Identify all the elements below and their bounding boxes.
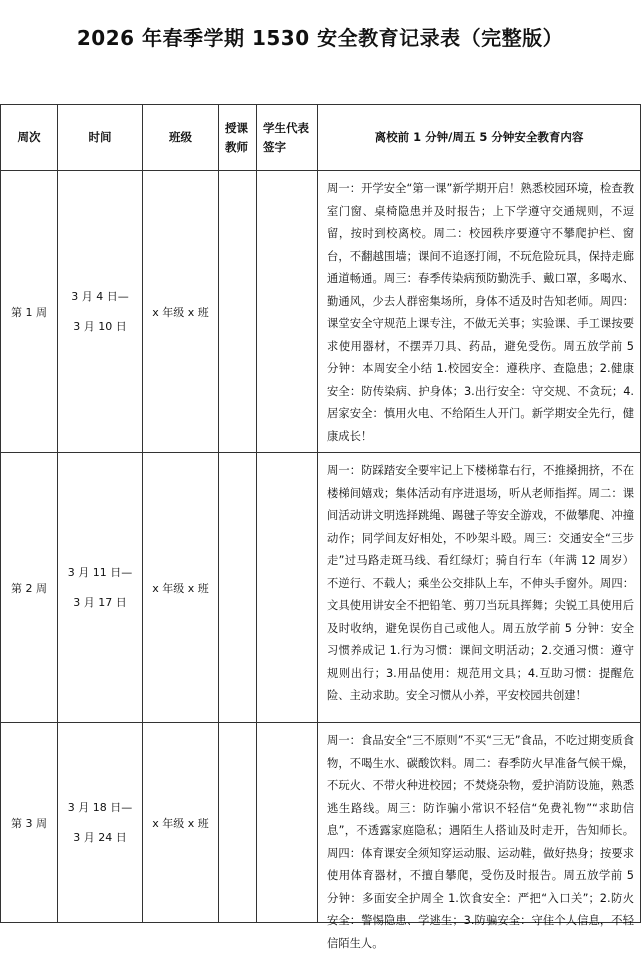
table-row (1, 171, 641, 453)
row-date (58, 723, 143, 923)
table-row (1, 723, 641, 923)
row-date-end: 3 月 10 日 (73, 319, 127, 333)
row-teacher (219, 453, 257, 723)
row-class: x 年级 x 班 (143, 453, 219, 723)
row-teacher (219, 171, 257, 453)
row-week: 第 2 周 (1, 453, 58, 723)
row-date-start: 3 月 4 日— (71, 289, 129, 303)
row-content: 周一：开学安全“第一课”新学期开启！熟悉校园环境，检查教室门窗、桌椅隐患并及时报告；上下学遵守交通规则，不逗留，按时到校离校。周二：校园秩序要遵守不攀爬护栏、窗台，不翻越围墙；课间不追逐打闹，不玩危险玩具，保持走廊通道畅通。周三：春季传染病预防勤洗手、戴口罩，多喝水、勤通风，少去人群密集场所，身体不适及时告知老师。周四：课堂安全守规范上课专注，不做无关事；实验课、手工课按要求使用器材，不摆弄刀具、药品，避免受伤。周五放学前 5 分钟：本周安全小结 1.校园安全：遵秩序、查隐患；2.健康安全：防传染病、护身体；3.出行安全：守交规、不贪玩；4.居家安全：慎用火电、不给陌生人开门。新学期安全先行，健康成长！ (318, 171, 641, 453)
row-signature (257, 453, 318, 723)
header-time: 时间 (58, 105, 143, 171)
table-header-row (1, 105, 641, 171)
header-signature: 学生代表签字 (257, 105, 318, 171)
header-teacher: 授课教师 (219, 105, 257, 171)
row-content: 周一：防踩踏安全要牢记上下楼梯靠右行，不推搡拥挤，不在楼梯间嬉戏；集体活动有序进退场，听从老师指挥。周二：课间活动讲文明选择跳绳、踢毽子等安全游戏，不做攀爬、冲撞动作；同学间友好相处，不吵架斗殴。周三：交通安全“三步走”过马路走斑马线、看红绿灯；骑自行车（年满 12 周岁）不逆行、不载人；乘坐公交排队上车，不伸头手窗外。周四：文具使用讲安全不把铅笔、剪刀当玩具挥舞；尖锐工具使用后及时收纳，避免误伤自己或他人。周五放学前 5 分钟：安全习惯养成记 1.行为习惯：课间文明活动；2.交通习惯：遵守规则出行；3.用品使用：规范用文具；4.互助习惯：提醒危险、主动求助。安全习惯从小养，平安校园共创建！ (318, 453, 641, 723)
page-title: 2026 年春季学期 1530 安全教育记录表（完整版） (76, 26, 564, 50)
row-date-start: 3 月 11 日— (67, 565, 133, 579)
row-content (318, 723, 641, 950)
row-date-end: 3 月 17 日 (73, 595, 127, 609)
row-date (58, 453, 143, 723)
header-class: 班级 (143, 105, 219, 171)
row-date-start: 3 月 18 日— (67, 800, 133, 814)
row-signature (257, 171, 318, 453)
header-week: 周次 (1, 105, 58, 171)
row-date-end: 3 月 24 日 (73, 830, 127, 844)
record-table (0, 104, 641, 950)
header-content: 离校前 1 分钟/周五 5 分钟安全教育内容 (318, 105, 641, 171)
row-content-text: 周一：食品安全“三不原则”不买“三无”食品，不吃过期变质食物，不喝生水、碳酸饮料。周二：春季防火早准备气候干燥，不玩火、不带火种进校园；不焚烧杂物，爱护消防设施，熟悉逃生路线。周三：防诈骗小常识不轻信“免费礼物”“求助信息”，不透露家庭隐私；遇陌生人搭讪及时走开，告知师长。周四：体育课安全须知穿运动服、运动鞋，做好热身；按要求使用体育器材，不擅自攀爬，受伤及时报告。周五放学前 5 分钟：多面安全护周全 1.饮食安全：严把“入口关”；2.防火安全：警惕隐患、学逃生；3.防骗安全：守住个人信息，不轻信陌生人。 (327, 734, 634, 950)
table-row (1, 453, 641, 723)
row-teacher (219, 723, 257, 923)
row-week: 第 1 周 (1, 171, 58, 453)
row-date (58, 171, 143, 453)
row-class: x 年级 x 班 (143, 171, 219, 453)
row-class: x 年级 x 班 (143, 723, 219, 923)
row-signature (257, 723, 318, 923)
row-week: 第 3 周 (1, 723, 58, 923)
